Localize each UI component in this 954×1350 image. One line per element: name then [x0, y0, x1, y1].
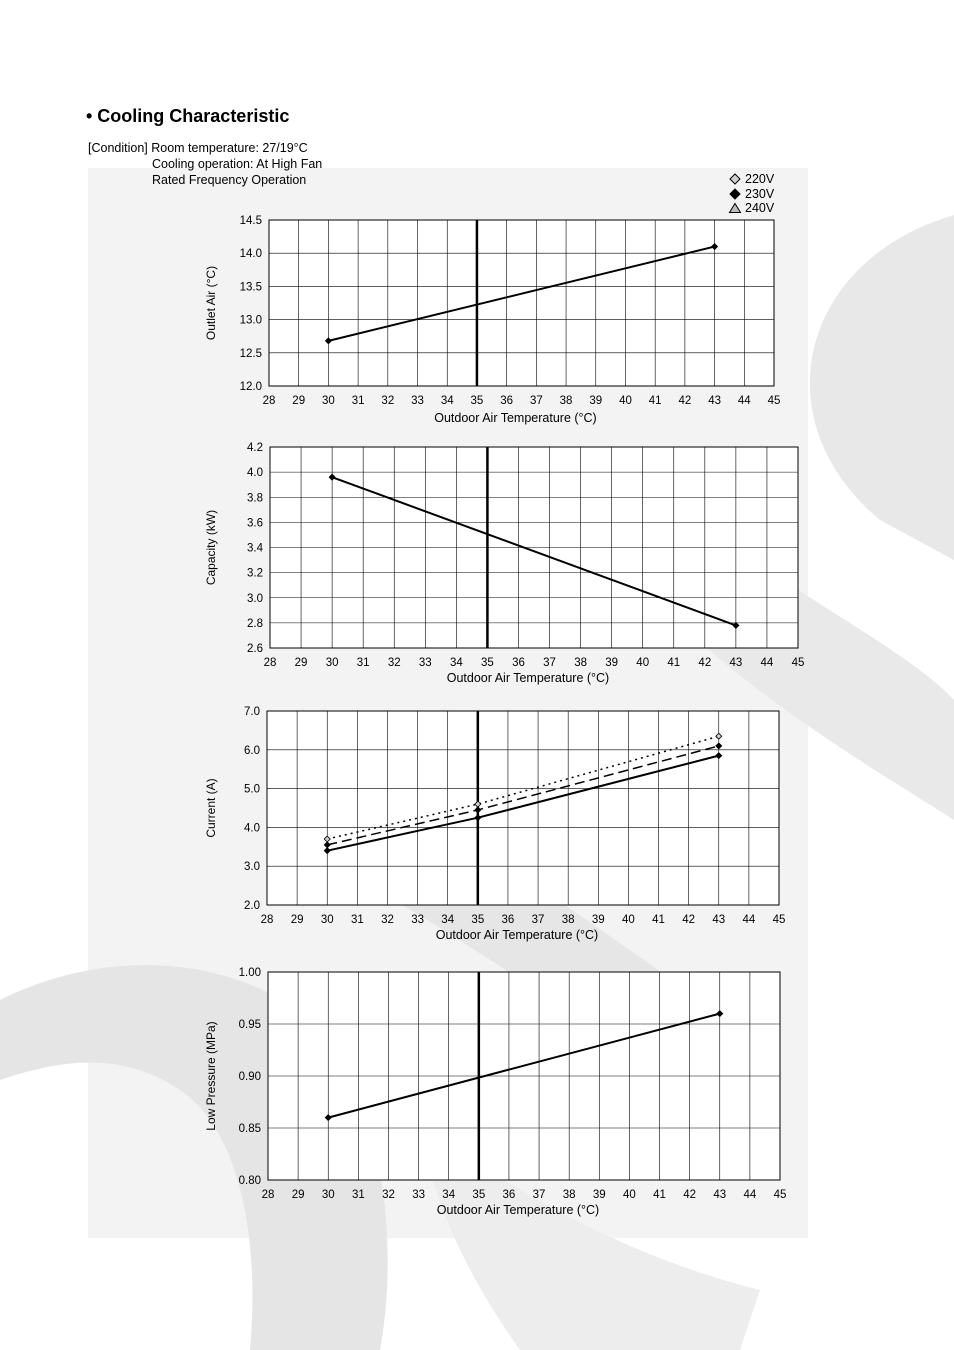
y-tick-label: 2.8	[247, 617, 263, 630]
y-tick-label: 0.90	[238, 1071, 261, 1083]
y-tick-label: 4.0	[244, 822, 260, 835]
x-tick-label: 34	[442, 1189, 456, 1201]
x-tick-label: 37	[531, 914, 545, 926]
x-tick-label: 45	[773, 1189, 787, 1201]
x-tick-label: 40	[619, 395, 632, 407]
y-axis-label: Low Pressure (MPa)	[204, 1021, 218, 1131]
x-tick-label: 35	[481, 657, 494, 669]
y-axis-label: Current (A)	[204, 778, 218, 838]
x-tick-label: 40	[623, 1189, 636, 1201]
x-tick-label: 28	[261, 1189, 275, 1201]
y-tick-label: 13.0	[239, 314, 262, 327]
x-tick-label: 39	[592, 1189, 606, 1201]
x-axis-label: Outdoor Air Temperature (°C)	[446, 671, 610, 685]
page-title: • Cooling Characteristic	[86, 106, 290, 126]
x-tick-label: 38	[574, 657, 587, 669]
x-tick-label: 44	[743, 1189, 757, 1201]
x-tick-label: 28	[262, 395, 276, 407]
y-tick-label: 12.5	[239, 347, 262, 360]
x-tick-label: 32	[381, 395, 395, 407]
x-tick-label: 33	[411, 395, 424, 407]
x-tick-label: 36	[500, 395, 514, 407]
y-tick-label: 14.5	[239, 215, 262, 227]
x-tick-label: 28	[260, 914, 274, 926]
x-tick-label: 43	[713, 1189, 727, 1201]
y-tick-label: 3.0	[244, 861, 260, 874]
x-tick-label: 43	[712, 914, 726, 926]
x-tick-label: 32	[382, 1189, 395, 1201]
x-tick-label: 38	[561, 914, 575, 926]
y-tick-label: 3.2	[247, 567, 263, 580]
x-tick-label: 39	[605, 657, 619, 669]
y-tick-label: 4.0	[247, 467, 263, 480]
y-axis-label: Capacity (kW)	[204, 509, 218, 586]
y-tick-label: 2.0	[244, 900, 260, 912]
y-tick-label: 3.0	[247, 592, 263, 605]
x-tick-label: 37	[532, 1189, 546, 1201]
x-tick-label: 30	[321, 1189, 335, 1201]
x-tick-label: 30	[320, 914, 334, 926]
x-tick-label: 40	[636, 657, 650, 669]
plot-area	[267, 711, 779, 905]
x-tick-label: 41	[648, 395, 662, 407]
x-tick-label: 29	[290, 914, 304, 926]
y-tick-label: 12.0	[239, 381, 262, 393]
x-tick-label: 33	[411, 914, 424, 926]
x-tick-label: 42	[698, 657, 712, 669]
x-tick-label: 37	[529, 395, 543, 407]
condition-line-2: Cooling operation: At High Fan	[152, 157, 323, 171]
x-tick-label: 30	[325, 657, 339, 669]
plot-area	[269, 220, 774, 386]
x-tick-label: 32	[381, 914, 394, 926]
x-tick-label: 42	[683, 1189, 697, 1201]
x-tick-label: 39	[589, 395, 603, 407]
x-tick-label: 43	[729, 657, 743, 669]
x-tick-label: 37	[543, 657, 556, 669]
x-tick-label: 44	[737, 395, 751, 407]
x-tick-label: 31	[351, 395, 365, 407]
x-tick-label: 44	[742, 914, 756, 926]
y-tick-label: 4.2	[247, 442, 263, 454]
y-tick-label: 0.80	[238, 1175, 261, 1187]
x-tick-label: 29	[291, 1189, 305, 1201]
y-tick-label: 7.0	[244, 706, 260, 718]
x-tick-label: 28	[263, 657, 277, 669]
x-tick-label: 30	[322, 395, 335, 407]
x-tick-label: 31	[350, 914, 364, 926]
x-tick-label: 29	[292, 395, 306, 407]
x-tick-label: 34	[449, 657, 463, 669]
y-tick-label: 13.5	[239, 281, 262, 294]
x-tick-label: 29	[294, 657, 308, 669]
x-tick-label: 45	[791, 657, 805, 669]
x-tick-label: 45	[772, 914, 786, 926]
legend-label: 220V	[745, 172, 775, 186]
x-axis-label: Outdoor Air Temperature (°C)	[435, 928, 599, 942]
x-tick-label: 42	[678, 395, 692, 407]
x-tick-label: 32	[387, 657, 401, 669]
x-axis-label: Outdoor Air Temperature (°C)	[434, 411, 597, 425]
x-tick-label: 35	[472, 1189, 486, 1201]
x-tick-label: 42	[682, 914, 696, 926]
x-tick-label: 39	[591, 914, 605, 926]
x-tick-label: 38	[559, 395, 573, 407]
y-tick-label: 3.4	[247, 542, 263, 555]
x-axis-label: Outdoor Air Temperature (°C)	[436, 1203, 600, 1217]
x-tick-label: 45	[767, 395, 781, 407]
y-tick-label: 3.8	[247, 492, 263, 505]
y-tick-label: 6.0	[244, 744, 260, 757]
x-tick-label: 34	[440, 395, 454, 407]
x-tick-label: 35	[471, 914, 485, 926]
x-tick-label: 43	[708, 395, 721, 407]
y-tick-label: 14.0	[239, 248, 262, 261]
y-tick-label: 3.6	[247, 517, 263, 530]
y-tick-label: 5.0	[244, 783, 260, 796]
legend-label: 230V	[745, 186, 775, 201]
x-tick-label: 33	[418, 657, 432, 669]
y-tick-label: 0.85	[238, 1123, 261, 1135]
x-tick-label: 35	[470, 395, 484, 407]
x-tick-label: 41	[667, 657, 681, 669]
x-tick-label: 41	[652, 914, 665, 926]
x-tick-label: 31	[356, 657, 370, 669]
x-tick-label: 36	[502, 1189, 516, 1201]
x-tick-label: 38	[562, 1189, 576, 1201]
y-axis-label: Outlet Air (°C)	[204, 265, 218, 341]
condition-line-3: Rated Frequency Operation	[152, 173, 307, 187]
y-tick-label: 0.95	[238, 1019, 261, 1031]
x-tick-label: 36	[501, 914, 515, 926]
x-tick-label: 44	[760, 657, 774, 669]
y-tick-label: 1.00	[238, 967, 261, 979]
condition-line-1: [Condition] Room temperature: 27/19°C	[88, 141, 308, 155]
x-tick-label: 31	[351, 1189, 365, 1201]
x-tick-label: 33	[412, 1189, 425, 1201]
y-tick-label: 2.6	[247, 643, 263, 655]
x-tick-label: 41	[653, 1189, 666, 1201]
x-tick-label: 40	[622, 914, 635, 926]
x-tick-label: 34	[441, 914, 455, 926]
legend-label: 240V	[745, 201, 775, 215]
x-tick-label: 36	[512, 657, 525, 669]
